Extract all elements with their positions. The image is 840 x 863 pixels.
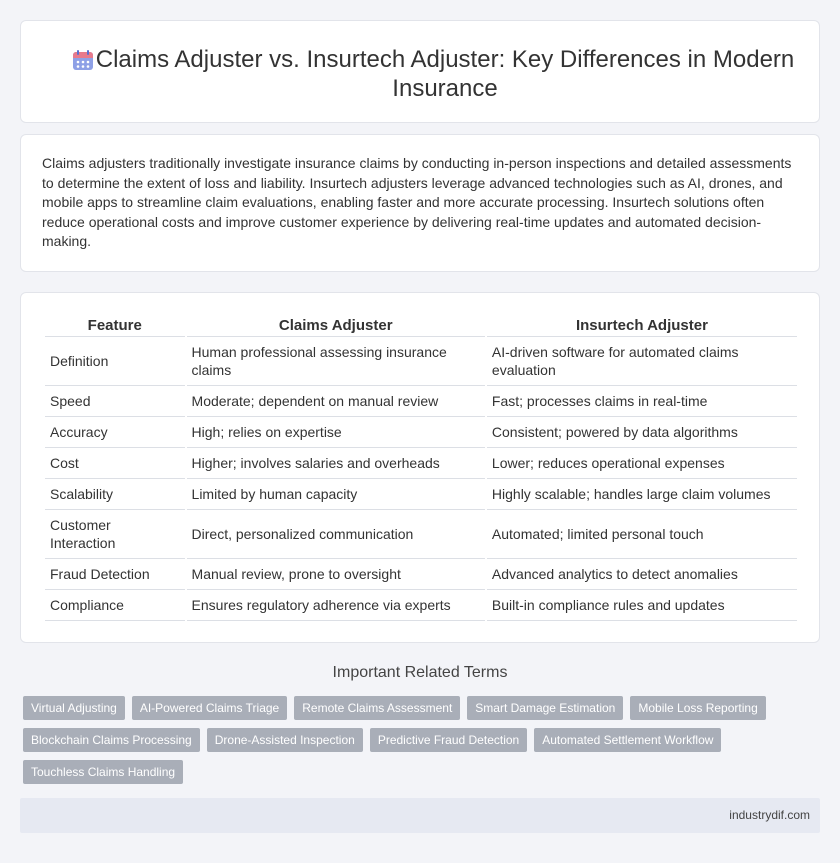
row-feature: Speed: [45, 386, 185, 417]
row-claims-value: Higher; involves salaries and overheads: [187, 448, 485, 479]
title-card: [20, 20, 820, 123]
tag-blockchain-claims-processing[interactable]: Blockchain Claims Processing: [23, 728, 200, 752]
comparison-table: [43, 315, 799, 621]
row-insurtech-value: Advanced analytics to detect anomalies: [487, 559, 797, 590]
footer-site-link[interactable]: industrydif.com: [729, 808, 810, 822]
row-feature: Definition: [45, 337, 185, 386]
table-row: [45, 590, 797, 621]
tag-remote-claims-assessment[interactable]: Remote Claims Assessment: [294, 696, 460, 720]
page-title: Claims Adjuster vs. Insurtech Adjuster: Key Differences in Modern Insurance: [95, 46, 795, 102]
row-feature: Accuracy: [45, 417, 185, 448]
row-claims-value: Moderate; dependent on manual review: [187, 386, 485, 417]
footer: [20, 798, 820, 833]
tag-drone-assisted-inspection[interactable]: Drone-Assisted Inspection: [207, 728, 363, 752]
row-feature: Fraud Detection: [45, 559, 185, 590]
table-header-row: [45, 315, 797, 337]
row-feature: Cost: [45, 448, 185, 479]
tag-smart-damage-estimation[interactable]: Smart Damage Estimation: [467, 696, 623, 720]
row-feature: Customer Interaction: [45, 510, 185, 559]
tag-ai-powered-claims-triage[interactable]: AI-Powered Claims Triage: [132, 696, 287, 720]
tag-automated-settlement-workflow[interactable]: Automated Settlement Workflow: [534, 728, 721, 752]
related-terms-list: [23, 696, 783, 784]
table-row: [45, 510, 797, 559]
intro-card: [20, 134, 820, 272]
row-claims-value: High; relies on expertise: [187, 417, 485, 448]
row-claims-value: Limited by human capacity: [187, 479, 485, 510]
row-insurtech-value: Lower; reduces operational expenses: [487, 448, 797, 479]
table-row: [45, 337, 797, 386]
row-claims-value: Manual review, prone to oversight: [187, 559, 485, 590]
related-terms-title: Important Related Terms: [332, 664, 508, 681]
row-insurtech-value: Fast; processes claims in real-time: [487, 386, 797, 417]
row-insurtech-value: AI-driven software for automated claims evaluation: [487, 337, 797, 386]
row-claims-value: Human professional assessing insurance claims: [187, 337, 485, 386]
tag-mobile-loss-reporting[interactable]: Mobile Loss Reporting: [630, 696, 765, 720]
row-feature: Compliance: [45, 590, 185, 621]
table-row: [45, 559, 797, 590]
comparison-card: [20, 292, 820, 643]
table-row: [45, 386, 797, 417]
tag-virtual-adjusting[interactable]: Virtual Adjusting: [23, 696, 125, 720]
row-insurtech-value: Built-in compliance rules and updates: [487, 590, 797, 621]
header-feature: Feature: [45, 315, 185, 337]
row-claims-value: Ensures regulatory adherence via experts: [187, 590, 485, 621]
table-row: [45, 479, 797, 510]
header-insurtech-adjuster: Insurtech Adjuster: [487, 315, 797, 337]
tag-predictive-fraud-detection[interactable]: Predictive Fraud Detection: [370, 728, 527, 752]
row-claims-value: Direct, personalized communication: [187, 510, 485, 559]
intro-paragraph: Claims adjusters traditionally investigate insurance claims by conducting in-person inspections and detailed assessments to determine the extent of loss and liability. Insurtech adjusters leverage advanced technologies such as AI, drones, and mobile apps to streamline claim evaluations, enabling faster and more accurate processing. Insurtech solutions often reduce operational costs and improve customer experience by delivering real-time updates and automated decision-making.: [42, 155, 792, 249]
row-insurtech-value: Highly scalable; handles large claim volumes: [487, 479, 797, 510]
row-insurtech-value: Automated; limited personal touch: [487, 510, 797, 559]
row-feature: Scalability: [45, 479, 185, 510]
table-row: [45, 417, 797, 448]
tag-touchless-claims-handling[interactable]: Touchless Claims Handling: [23, 760, 183, 784]
header-claims-adjuster: Claims Adjuster: [187, 315, 485, 337]
table-row: [45, 448, 797, 479]
row-insurtech-value: Consistent; powered by data algorithms: [487, 417, 797, 448]
